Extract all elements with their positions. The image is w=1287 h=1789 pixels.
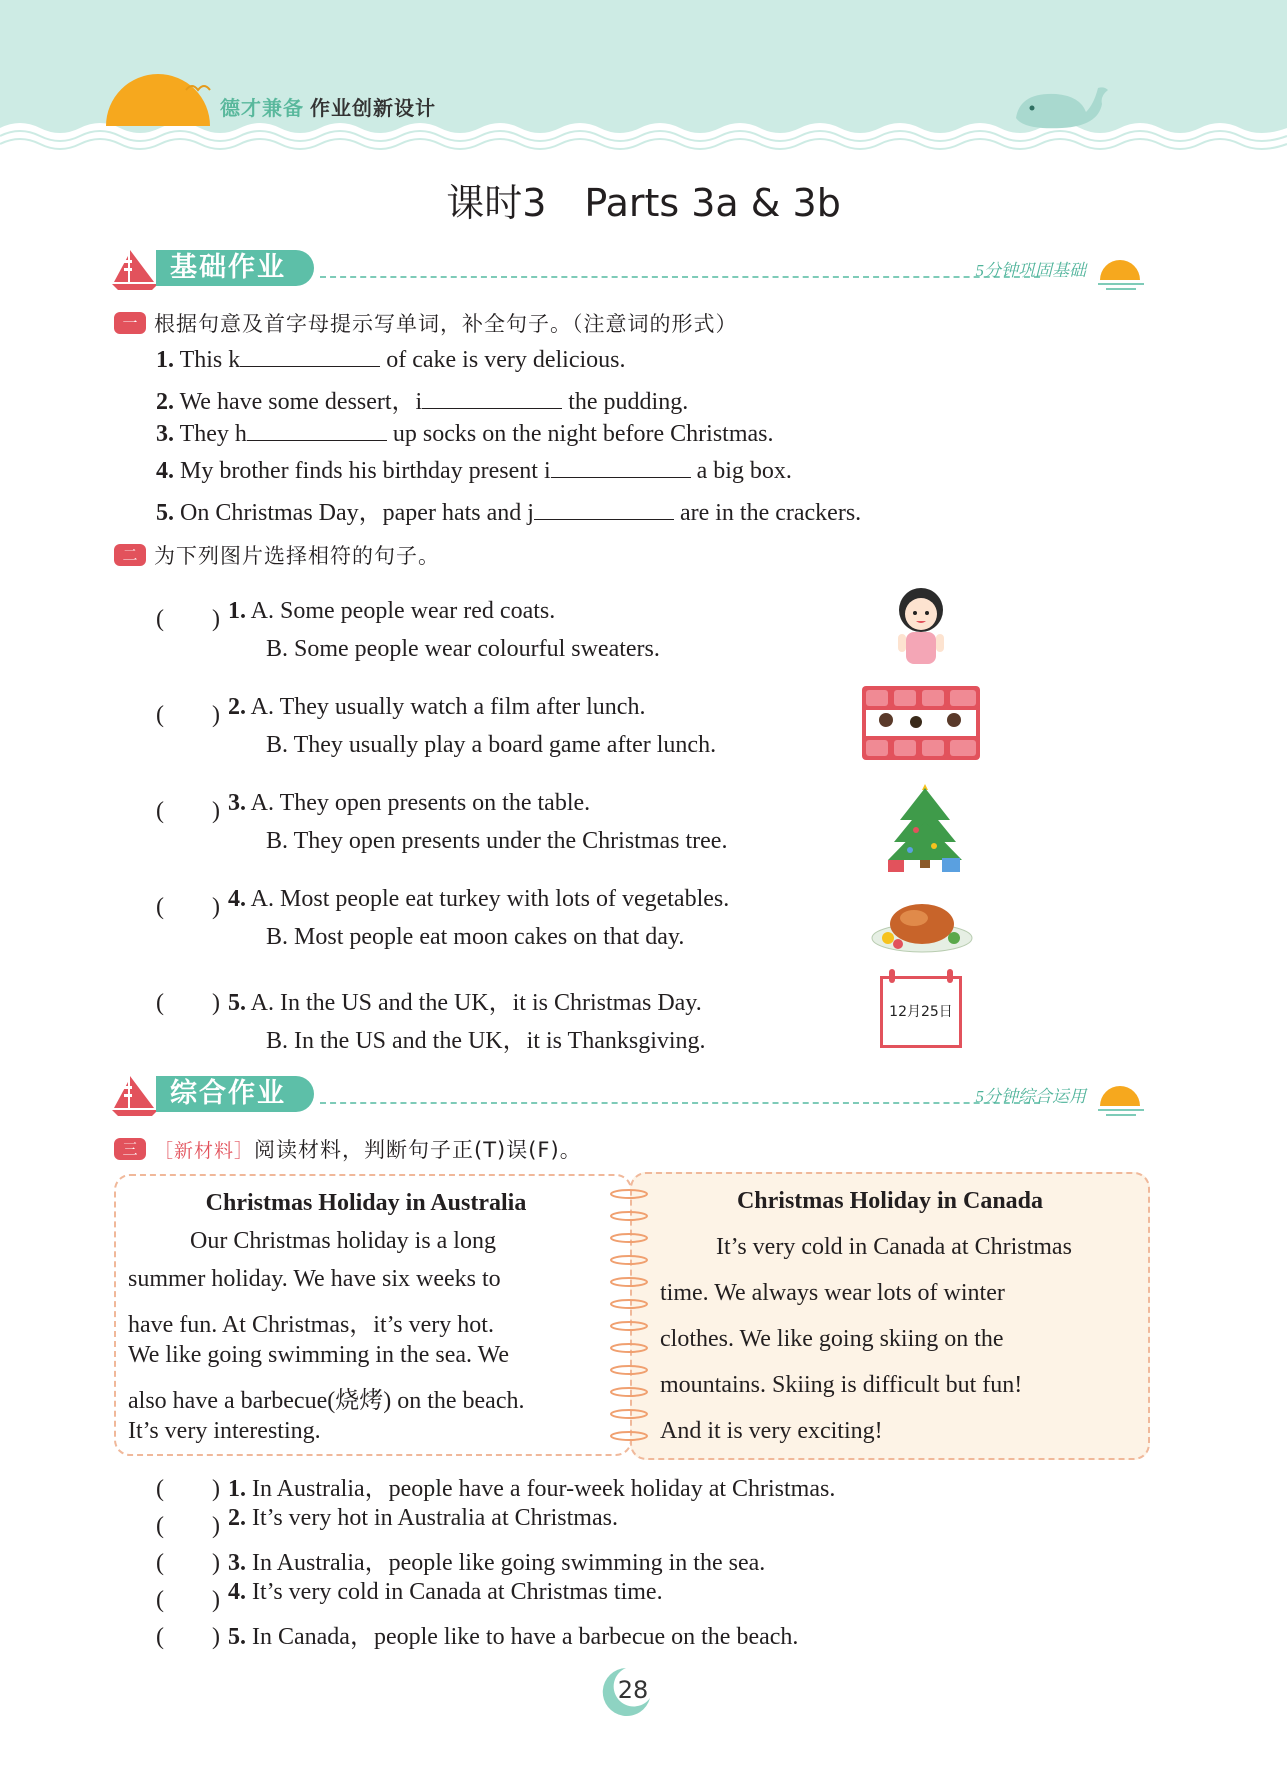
answer-paren[interactable]: ( ) xyxy=(156,894,220,920)
item-number: 4. xyxy=(228,886,246,912)
sailboat-icon xyxy=(110,1072,160,1118)
item-number: 3. xyxy=(228,1550,246,1576)
reading-box-australia xyxy=(114,1174,632,1456)
sentence-part: the pudding. xyxy=(562,389,689,415)
fill-sentence-2 xyxy=(156,381,688,416)
choice-a-5 xyxy=(228,982,702,1017)
calendar-date: 12月25日 xyxy=(889,1004,953,1020)
answer-blank[interactable] xyxy=(247,418,387,441)
sentence-part: This k xyxy=(174,347,241,373)
question-badge-1: 一 xyxy=(114,312,146,334)
reading-title-australia: Christmas Holiday in Australia xyxy=(205,1190,527,1216)
answer-paren[interactable]: ( ) xyxy=(156,1476,220,1502)
choice-b-5: B. In the US and the UK，it is Thanksgiving. xyxy=(266,1028,706,1054)
item-number: 2. xyxy=(228,694,246,720)
reading-box-canada xyxy=(630,1172,1150,1460)
answer-paren[interactable]: ( ) xyxy=(156,702,220,728)
section-bar-basic xyxy=(110,246,1150,292)
fill-sentence-1 xyxy=(156,344,625,374)
item-number: 3. xyxy=(228,790,246,816)
question-title-2: 为下列图片选择相符的句子。 xyxy=(154,544,440,568)
statement-text: It’s very cold in Canada at Christmas time. xyxy=(246,1579,663,1605)
answer-paren[interactable]: ( ) xyxy=(156,1624,220,1650)
calendar-ring xyxy=(947,969,953,983)
choice-a-2 xyxy=(228,694,645,721)
reading-line: summer holiday. We have six weeks to xyxy=(128,1266,501,1292)
question-title-text: 阅读材料，判断句子正(T)误(F)。 xyxy=(254,1138,582,1162)
answer-paren[interactable]: ( ) xyxy=(156,798,220,824)
choice-b-2: B. They usually play a board game after lunch. xyxy=(266,732,717,758)
answer-paren[interactable]: ( ) xyxy=(156,1550,220,1576)
choice-a-3 xyxy=(228,790,590,817)
reading-line: Our Christmas holiday is a long xyxy=(190,1228,496,1254)
statement-text: In Australia，people have a four-week holiday at Christmas. xyxy=(246,1476,836,1502)
sailboat-icon xyxy=(110,246,160,292)
christmas-tree-picture xyxy=(880,780,970,876)
answer-blank[interactable] xyxy=(551,455,691,478)
reading-line: have fun. At Christmas，it’s very hot. xyxy=(128,1312,494,1338)
item-number: 2. xyxy=(228,1505,246,1531)
tf-statement-4 xyxy=(228,1579,663,1606)
sun-icon xyxy=(104,62,214,132)
choice-text: A. In the US and the UK，it is Christmas Day. xyxy=(246,990,702,1016)
tf-statement-3 xyxy=(228,1542,765,1577)
section-time-note: 5分钟巩固基础 xyxy=(975,261,1086,280)
item-number: 5. xyxy=(228,990,246,1016)
choice-b-3: B. They open presents under the Christmas tree. xyxy=(266,828,728,854)
section-time-note: 5分钟综合运用 xyxy=(975,1087,1086,1106)
answer-blank[interactable] xyxy=(422,386,562,409)
item-number: 3. xyxy=(156,421,174,447)
new-material-tag: ［新材料］ xyxy=(154,1140,255,1162)
answer-blank[interactable] xyxy=(534,497,674,520)
girl-picture xyxy=(886,582,956,670)
choice-text: A. They usually watch a film after lunch. xyxy=(246,694,646,720)
notebook-spiral xyxy=(604,1188,654,1448)
section-label-basic: 基础作业 xyxy=(156,250,314,286)
statement-text: In Australia，people like going swimming in the sea. xyxy=(246,1550,766,1576)
reading-line: also have a barbecue(烧烤) on the beach. xyxy=(128,1388,525,1414)
section-dashed-line xyxy=(320,1102,1040,1104)
sentence-part: up socks on the night before Christmas. xyxy=(386,421,774,447)
calendar-ring xyxy=(889,969,895,983)
reading-title-canada: Christmas Holiday in Canada xyxy=(736,1188,1044,1214)
family-film-picture xyxy=(862,686,980,760)
question-badge-2: 二 xyxy=(114,544,146,566)
sentence-part: a big box. xyxy=(690,458,792,484)
reading-line: It’s very cold in Canada at Christmas xyxy=(716,1234,1072,1260)
choice-text: A. Most people eat turkey with lots of vegetables. xyxy=(246,886,730,912)
choice-a-1 xyxy=(228,598,555,625)
item-number: 1. xyxy=(156,347,174,373)
reading-line: mountains. Skiing is difficult but fun! xyxy=(660,1372,1023,1398)
tf-statement-5 xyxy=(228,1616,798,1651)
item-number: 1. xyxy=(228,1476,246,1502)
answer-blank[interactable] xyxy=(240,344,380,367)
whale-icon xyxy=(1010,78,1110,130)
fill-sentence-5 xyxy=(156,492,861,527)
sentence-part: of cake is very delicious. xyxy=(380,347,626,373)
turkey-picture xyxy=(870,888,974,954)
section-bar-comprehensive xyxy=(110,1072,1150,1118)
fill-sentence-3 xyxy=(156,418,774,448)
item-number: 4. xyxy=(156,458,174,484)
tf-statement-1 xyxy=(228,1468,835,1503)
sun-icon xyxy=(1094,1078,1150,1118)
tf-statement-2 xyxy=(228,1505,618,1532)
statement-text: It’s very hot in Australia at Christmas. xyxy=(246,1505,618,1531)
choice-text: A. They open presents on the table. xyxy=(246,790,591,816)
brand-title xyxy=(220,92,436,121)
question-badge-3: 三 xyxy=(114,1138,146,1160)
sun-icon xyxy=(1094,252,1150,292)
bird-icon xyxy=(184,80,214,94)
answer-paren[interactable]: ( ) xyxy=(156,1513,220,1539)
question-title-1: 根据句意及首字母提示写单词，补全句子。（注意词的形式） xyxy=(154,312,738,336)
sentence-part: On Christmas Day，paper hats and j xyxy=(174,500,534,526)
reading-line: And it is very exciting! xyxy=(660,1418,883,1444)
question-title-3 xyxy=(154,1134,582,1164)
statement-text: In Canada，people like to have a barbecue on the beach. xyxy=(246,1624,799,1650)
reading-line: clothes. We like going skiing on the xyxy=(660,1326,1004,1352)
fill-sentence-4 xyxy=(156,455,792,485)
answer-paren[interactable]: ( ) xyxy=(156,606,220,632)
choice-b-4: B. Most people eat moon cakes on that day. xyxy=(266,924,685,950)
sentence-part: We have some dessert，i xyxy=(174,389,423,415)
choice-text: A. Some people wear red coats. xyxy=(246,598,556,624)
sentence-part: are in the crackers. xyxy=(673,500,862,526)
item-number: 5. xyxy=(156,500,174,526)
answer-paren[interactable]: ( ) xyxy=(156,990,220,1016)
section-label-comprehensive: 综合作业 xyxy=(156,1076,314,1112)
item-number: 1. xyxy=(228,598,246,624)
sentence-part: They h xyxy=(174,421,247,447)
brand-part-b: 作业创新设计 xyxy=(310,96,436,120)
reading-line: time. We always wear lots of winter xyxy=(660,1280,1005,1306)
answer-paren[interactable]: ( ) xyxy=(156,1587,220,1613)
item-number: 4. xyxy=(228,1579,246,1605)
calendar-picture xyxy=(880,976,962,1048)
reading-line: It’s very interesting. xyxy=(128,1418,321,1444)
choice-a-4 xyxy=(228,886,729,913)
page-number: 28 xyxy=(617,1676,649,1704)
choice-b-1: B. Some people wear colourful sweaters. xyxy=(266,636,660,662)
section-dashed-line xyxy=(320,276,1040,278)
item-number: 2. xyxy=(156,389,174,415)
lesson-title: 课时3 Parts 3a & 3b xyxy=(446,181,841,225)
sentence-part: My brother finds his birthday present i xyxy=(174,458,551,484)
item-number: 5. xyxy=(228,1624,246,1650)
reading-line: We like going swimming in the sea. We xyxy=(128,1342,509,1368)
brand-part-a: 德才兼备 xyxy=(220,96,304,120)
